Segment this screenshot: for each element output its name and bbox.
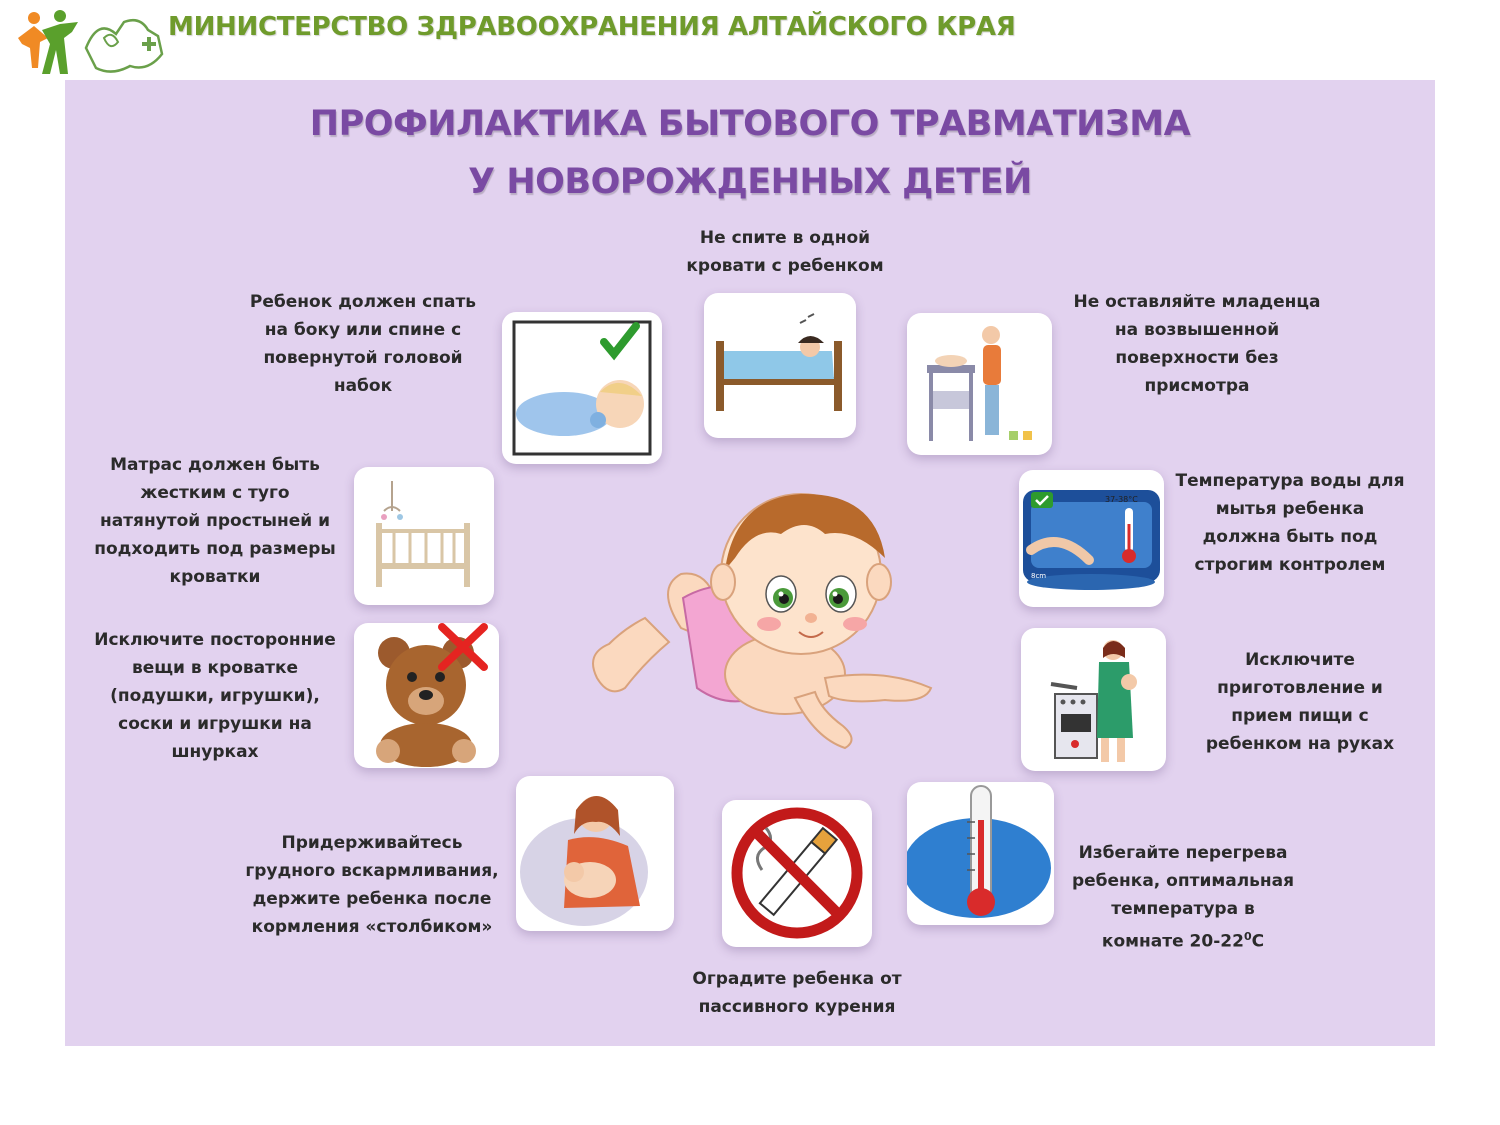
- teddy-bear-icon: [354, 623, 499, 768]
- card-cooking: [1021, 628, 1166, 771]
- ministry-logo: [12, 8, 167, 80]
- mother-cooking-icon: [1021, 628, 1166, 771]
- card-water-temp: [1019, 470, 1164, 607]
- bath-depth-label: 8cm: [1031, 572, 1047, 580]
- bath-temp-label: 37-38°C: [1105, 495, 1138, 504]
- changing-table-icon: [907, 313, 1052, 455]
- tip-cooking: Исключите приготовление и прием пищи с ребенком на руках: [1205, 650, 1395, 754]
- poster-title-line2: У НОВОРОЖДЕННЫХ ДЕТЕЙ: [468, 162, 1032, 202]
- tip-overheating-unit: С: [1251, 931, 1265, 952]
- card-smoking: [722, 800, 872, 947]
- card-mattress: [354, 467, 494, 605]
- card-same-bed: [704, 293, 856, 438]
- tip-overheating-temp: комнате 20-22: [1101, 931, 1244, 952]
- breastfeeding-icon: [516, 776, 674, 931]
- tip-overheating: [1058, 839, 1308, 956]
- tip-same-bed: Не спите в одной кровати с ребенком: [686, 228, 884, 276]
- tip-overheating-line3: температура в: [1111, 899, 1255, 919]
- tip-mattress: Матрас должен быть жестким с туго натянутой простыней и подходить под размеры кроватки: [94, 455, 336, 587]
- bed-icon: [704, 293, 856, 438]
- crib-icon: [354, 467, 494, 605]
- bath-thermometer-icon: [1019, 470, 1164, 607]
- crawling-baby-illustration: [585, 478, 935, 753]
- degree-superscript: 0: [1243, 930, 1252, 943]
- sleeping-baby-icon: [502, 312, 662, 464]
- thermometer-icon: [907, 782, 1054, 925]
- card-sleep-position: [502, 312, 662, 464]
- tip-sleep-position: Ребенок должен спать на боку или спине с повернутой головой набок: [249, 292, 477, 396]
- card-overheating: [907, 782, 1054, 925]
- tip-overheating-line2: ребенка, оптимальная: [1071, 871, 1295, 891]
- poster-title-line1: ПРОФИЛАКТИКА БЫТОВОГО ТРАВМАТИЗМА: [309, 104, 1191, 144]
- crawling-baby-icon: [585, 478, 935, 753]
- tip-overheating-line4: [1058, 923, 1308, 956]
- card-foreign-items: [354, 623, 499, 768]
- card-breastfeeding: [516, 776, 674, 931]
- ministry-name: МИНИСТЕРСТВО ЗДРАВООХРАНЕНИЯ АЛТАЙСКОГО КРАЯ: [168, 12, 1016, 42]
- tip-smoking: Оградите ребенка от пассивного курения: [692, 969, 902, 1017]
- card-unattended: [907, 313, 1052, 455]
- tip-water-temp: Температура воды для мытья ребенка должна быть под строгим контролем: [1175, 471, 1405, 575]
- tip-unattended: Не оставляйте младенца на возвышенной поверхности без присмотра: [1073, 292, 1321, 396]
- tip-overheating-line1: Избегайте перегрева: [1078, 843, 1288, 863]
- tip-foreign-items: Исключите посторонние вещи в кроватке (подушки, игрушки), соски и игрушки на шнурках: [94, 630, 336, 762]
- tip-breastfeeding: Придерживайтесь грудного вскармливания, держите ребенка после кормления «столбиком»: [245, 833, 499, 937]
- header: [0, 0, 1500, 80]
- no-smoking-icon: [722, 800, 872, 947]
